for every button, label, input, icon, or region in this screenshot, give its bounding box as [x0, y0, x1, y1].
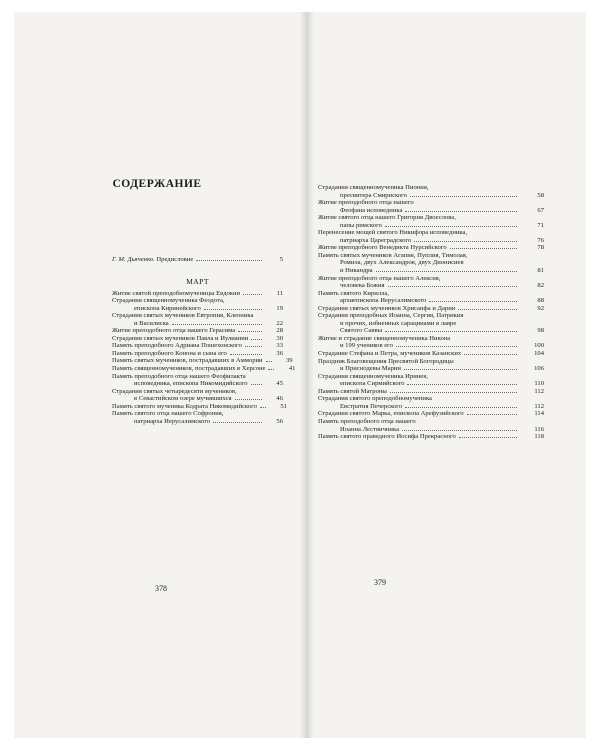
- leader-dots: [404, 369, 517, 370]
- leader-dots: [251, 339, 262, 340]
- toc-entry[interactable]: [318, 229, 544, 244]
- leader-dots: [459, 437, 517, 438]
- toc-entry-title: Память преподобного Адриана Пошехонского: [112, 342, 242, 350]
- toc-entry[interactable]: [318, 433, 544, 441]
- preface-title: Предисловие: [156, 256, 194, 263]
- toc-entry-title: Страдания священномученика Пиония,: [318, 184, 429, 191]
- leader-dots: [230, 354, 262, 355]
- toc-entry[interactable]: [112, 312, 283, 327]
- toc-entry-title: Память преподобного отца нашего Феофилакта: [112, 372, 246, 380]
- toc-entry[interactable]: [112, 342, 283, 350]
- leader-dots: [204, 309, 262, 310]
- toc-entry-title: Феофана исповедника: [340, 206, 403, 214]
- toc-entry-title: патриарха Иерусалимского: [134, 417, 211, 425]
- toc-entry[interactable]: [112, 297, 283, 312]
- toc-entry-title: Житие святого отца нашего Григория Двоеслова,: [318, 214, 456, 222]
- toc-page-number: 46: [276, 395, 283, 403]
- toc-page-number: 78: [537, 244, 544, 252]
- page-number: 379: [374, 578, 386, 587]
- leader-dots: [464, 354, 517, 355]
- toc-entries: [318, 184, 544, 441]
- leader-dots: [268, 369, 274, 370]
- toc-entry[interactable]: [112, 290, 283, 298]
- toc-page-number: 51: [280, 402, 287, 410]
- toc-page-number: 56: [276, 417, 283, 425]
- toc-entry-title: Память святого Кирилла,: [318, 289, 389, 297]
- toc-page-number: 100: [534, 342, 544, 350]
- toc-page-number: 88: [537, 297, 544, 305]
- toc-entry[interactable]: [318, 335, 544, 350]
- toc-page-number: 106: [534, 365, 544, 373]
- toc-entry[interactable]: [318, 410, 544, 418]
- toc-entry-title: Память святого мученика Кодрата Никомидийского: [112, 402, 257, 410]
- right-toc: [318, 184, 544, 441]
- toc-entry[interactable]: [112, 365, 296, 373]
- toc-entry[interactable]: [112, 335, 283, 343]
- toc-entry[interactable]: [318, 244, 544, 252]
- toc-page-number: 19: [276, 304, 283, 312]
- toc-page-number: 118: [534, 433, 544, 441]
- toc-entry-title: Перенесение мощей святого Никифора исповедника,: [318, 229, 468, 237]
- toc-entry-title: Житие преподобного Венедикта Нурсийского: [318, 244, 447, 252]
- toc-entry[interactable]: [318, 252, 544, 275]
- toc-entry-title: Страдания святого преподобномученика: [318, 395, 432, 403]
- book-gutter: [300, 12, 314, 738]
- leader-dots: [396, 346, 517, 347]
- toc-entry-title: исповедника, епископа Никомидийского: [134, 380, 248, 388]
- leader-dots: [405, 407, 517, 408]
- toc-page-number: 112: [534, 402, 544, 410]
- toc-page-number: 58: [537, 191, 544, 199]
- toc-entry-title: Страдания святых мучеников Евтропия, Клеоника: [112, 312, 254, 320]
- leader-dots: [238, 331, 262, 332]
- toc-entry[interactable]: [112, 327, 283, 335]
- leader-dots: [196, 260, 262, 261]
- leader-dots: [245, 346, 262, 347]
- toc-entry-title: и Приснодевы Марии: [340, 365, 401, 373]
- leader-dots: [467, 414, 517, 415]
- toc-page-number: 81: [537, 267, 544, 275]
- toc-page-number: 110: [534, 380, 544, 388]
- toc-entry[interactable]: [318, 275, 544, 290]
- toc-entry-title: епископа Сирмийского: [340, 380, 405, 388]
- toc-entry-title: Житие преподобного отца нашего Герасима: [112, 327, 236, 335]
- toc-entry-title: Страдания преподобных Иоанна, Сергия, Патрикия: [318, 312, 464, 320]
- leader-dots: [414, 241, 517, 242]
- toc-entry[interactable]: [318, 214, 544, 229]
- preface-author: Г. М. Дьяченко.: [112, 256, 155, 263]
- toc-page-number: 71: [537, 221, 544, 229]
- toc-entry-title: Память преподобного Конона и сына его: [112, 349, 227, 357]
- toc-entry[interactable]: [112, 350, 283, 358]
- toc-entry[interactable]: [318, 199, 544, 214]
- toc-page-number: 30: [276, 334, 283, 342]
- leader-dots: [235, 399, 262, 400]
- toc-entry-title: архиепископа Иерусалимского: [340, 297, 427, 305]
- leader-dots: [213, 422, 262, 423]
- toc-page-number: 39: [286, 357, 293, 365]
- toc-page-number: 67: [537, 206, 544, 214]
- leader-dots: [266, 361, 272, 362]
- toc-entry[interactable]: [318, 290, 544, 305]
- toc-page-number: 104: [534, 350, 544, 358]
- toc-entry-title: Иоанна Лествичника: [340, 425, 399, 433]
- toc-entry[interactable]: [112, 410, 283, 425]
- toc-entry[interactable]: [318, 184, 544, 199]
- toc-entry-title: Страдания священномученика Феодота,: [112, 297, 225, 305]
- leader-dots: [450, 248, 517, 249]
- toc-entry[interactable]: [318, 358, 544, 373]
- left-toc: [112, 256, 296, 425]
- left-page: [14, 12, 300, 738]
- leader-dots: [243, 294, 262, 295]
- page-number: 378: [155, 584, 167, 593]
- preface-entry[interactable]: [112, 256, 283, 264]
- toc-entry-title: человека Божия: [340, 282, 385, 290]
- toc-entry-title: Евстратия Печерского: [340, 402, 403, 410]
- toc-page-number: 45: [276, 380, 283, 388]
- toc-page-number: 114: [534, 410, 544, 418]
- toc-entry-title: Страдание Стефана и Петра, мучеников Казанских: [318, 350, 462, 358]
- toc-entry-title: и Василиска: [134, 319, 169, 327]
- toc-page-number: 33: [276, 342, 283, 350]
- toc-page-number: 5: [279, 256, 283, 263]
- toc-entry-title: Память святого праведного Иосифа Прекрасного: [318, 433, 456, 441]
- toc-entry-title: Страдания святых мучеников Павла и Иулиании: [112, 334, 249, 342]
- toc-page-number: 36: [276, 349, 283, 357]
- leader-dots: [385, 331, 517, 332]
- toc-page-number: 41: [288, 365, 296, 373]
- leader-dots: [429, 301, 517, 302]
- toc-entry-title: Память священномучеников, пострадавших в Херсоне: [112, 365, 266, 373]
- toc-entry-title: патриарха Цареградского: [340, 236, 412, 244]
- leader-dots: [385, 226, 517, 227]
- toc-entry-title: Страдания святого Марка, епископа Арефузийского: [318, 410, 464, 418]
- toc-entry-title: и 199 учеников его: [340, 342, 394, 350]
- toc-entry-title: Память преподобного отца нашего: [318, 417, 416, 425]
- toc-page-number: 11: [276, 289, 283, 297]
- toc-entry[interactable]: [318, 395, 544, 410]
- book-spread: [14, 12, 586, 738]
- toc-entry-title: Память святого отца нашего Софрония,: [112, 410, 224, 418]
- toc-entries: [112, 289, 296, 426]
- toc-entry[interactable]: [318, 350, 544, 358]
- leader-dots: [376, 271, 517, 272]
- toc-entry-title: Святого Саввы: [340, 327, 383, 335]
- leader-dots: [407, 384, 517, 385]
- right-page: [314, 12, 586, 738]
- toc-entry[interactable]: [318, 312, 544, 335]
- toc-entry-title: Ромила, двух Александров, двух Дионисиев: [340, 259, 464, 267]
- toc-entry-title: в Севастийском озере мучившихся: [134, 395, 232, 403]
- toc-entry-title: Житие святой преподобномученицы Евдокии: [112, 289, 241, 297]
- toc-entry-title: Житие и страдание священномученика Никона: [318, 334, 451, 342]
- toc-page-number: 28: [276, 327, 283, 335]
- toc-entry-title: епископа Киринейского: [134, 304, 201, 312]
- leader-dots: [260, 407, 266, 408]
- toc-entry-title: Праздник Благовещения Пресвятой Богородицы: [318, 357, 454, 365]
- leader-dots: [410, 196, 517, 197]
- toc-entry-title: папы римского: [340, 221, 382, 229]
- toc-entry-title: пресвитера Смирнского: [340, 191, 408, 199]
- leader-dots: [458, 309, 517, 310]
- toc-page-number: 22: [276, 319, 283, 327]
- toc-entry-title: Страдания священномученика Иринея,: [318, 372, 428, 380]
- toc-entry[interactable]: [318, 388, 544, 396]
- toc-entry-title: и Никандра: [340, 267, 373, 275]
- toc-entry[interactable]: [112, 402, 287, 411]
- leader-dots: [405, 211, 517, 212]
- toc-entry[interactable]: [318, 418, 544, 433]
- toc-page-number: 82: [537, 282, 544, 290]
- toc-entry[interactable]: [112, 373, 283, 388]
- toc-entry-title: и прочих, избиенных сарацинами в лавре: [340, 319, 457, 327]
- toc-entry-title: Память святых мучеников, пострадавших в Аммории: [112, 357, 263, 365]
- toc-page-number: 112: [534, 387, 544, 395]
- toc-entry-title: Житие преподобного отца нашего Алексия,: [318, 274, 441, 282]
- leader-dots: [172, 324, 262, 325]
- toc-entry-title: Страдания святых мучеников Хрисанфа и Дарии: [318, 304, 456, 312]
- toc-entry-title: Страдания святых четыредесяти мучеников,: [112, 387, 237, 395]
- toc-page-number: 98: [537, 327, 544, 335]
- toc-entry[interactable]: [318, 305, 544, 313]
- leader-dots: [388, 286, 517, 287]
- section-heading: МАРТ: [186, 276, 209, 286]
- leader-dots: [390, 392, 517, 393]
- leader-dots: [251, 384, 263, 385]
- toc-entry[interactable]: [112, 357, 293, 365]
- leader-dots: [402, 430, 517, 431]
- toc-entry[interactable]: [318, 373, 544, 388]
- toc-page-number: 76: [537, 236, 544, 244]
- toc-entry-title: Житие преподобного отца нашего: [318, 199, 414, 207]
- toc-entry-title: Память святых мучеников Агапия, Пуплия, Тимолая,: [318, 251, 468, 259]
- toc-entry-title: Память святой Матроны: [318, 387, 387, 395]
- page-title: СОДЕРЖАНИЕ: [112, 178, 202, 190]
- toc-page-number: 116: [534, 425, 544, 433]
- toc-entry[interactable]: [112, 388, 283, 403]
- toc-page-number: 92: [537, 304, 544, 312]
